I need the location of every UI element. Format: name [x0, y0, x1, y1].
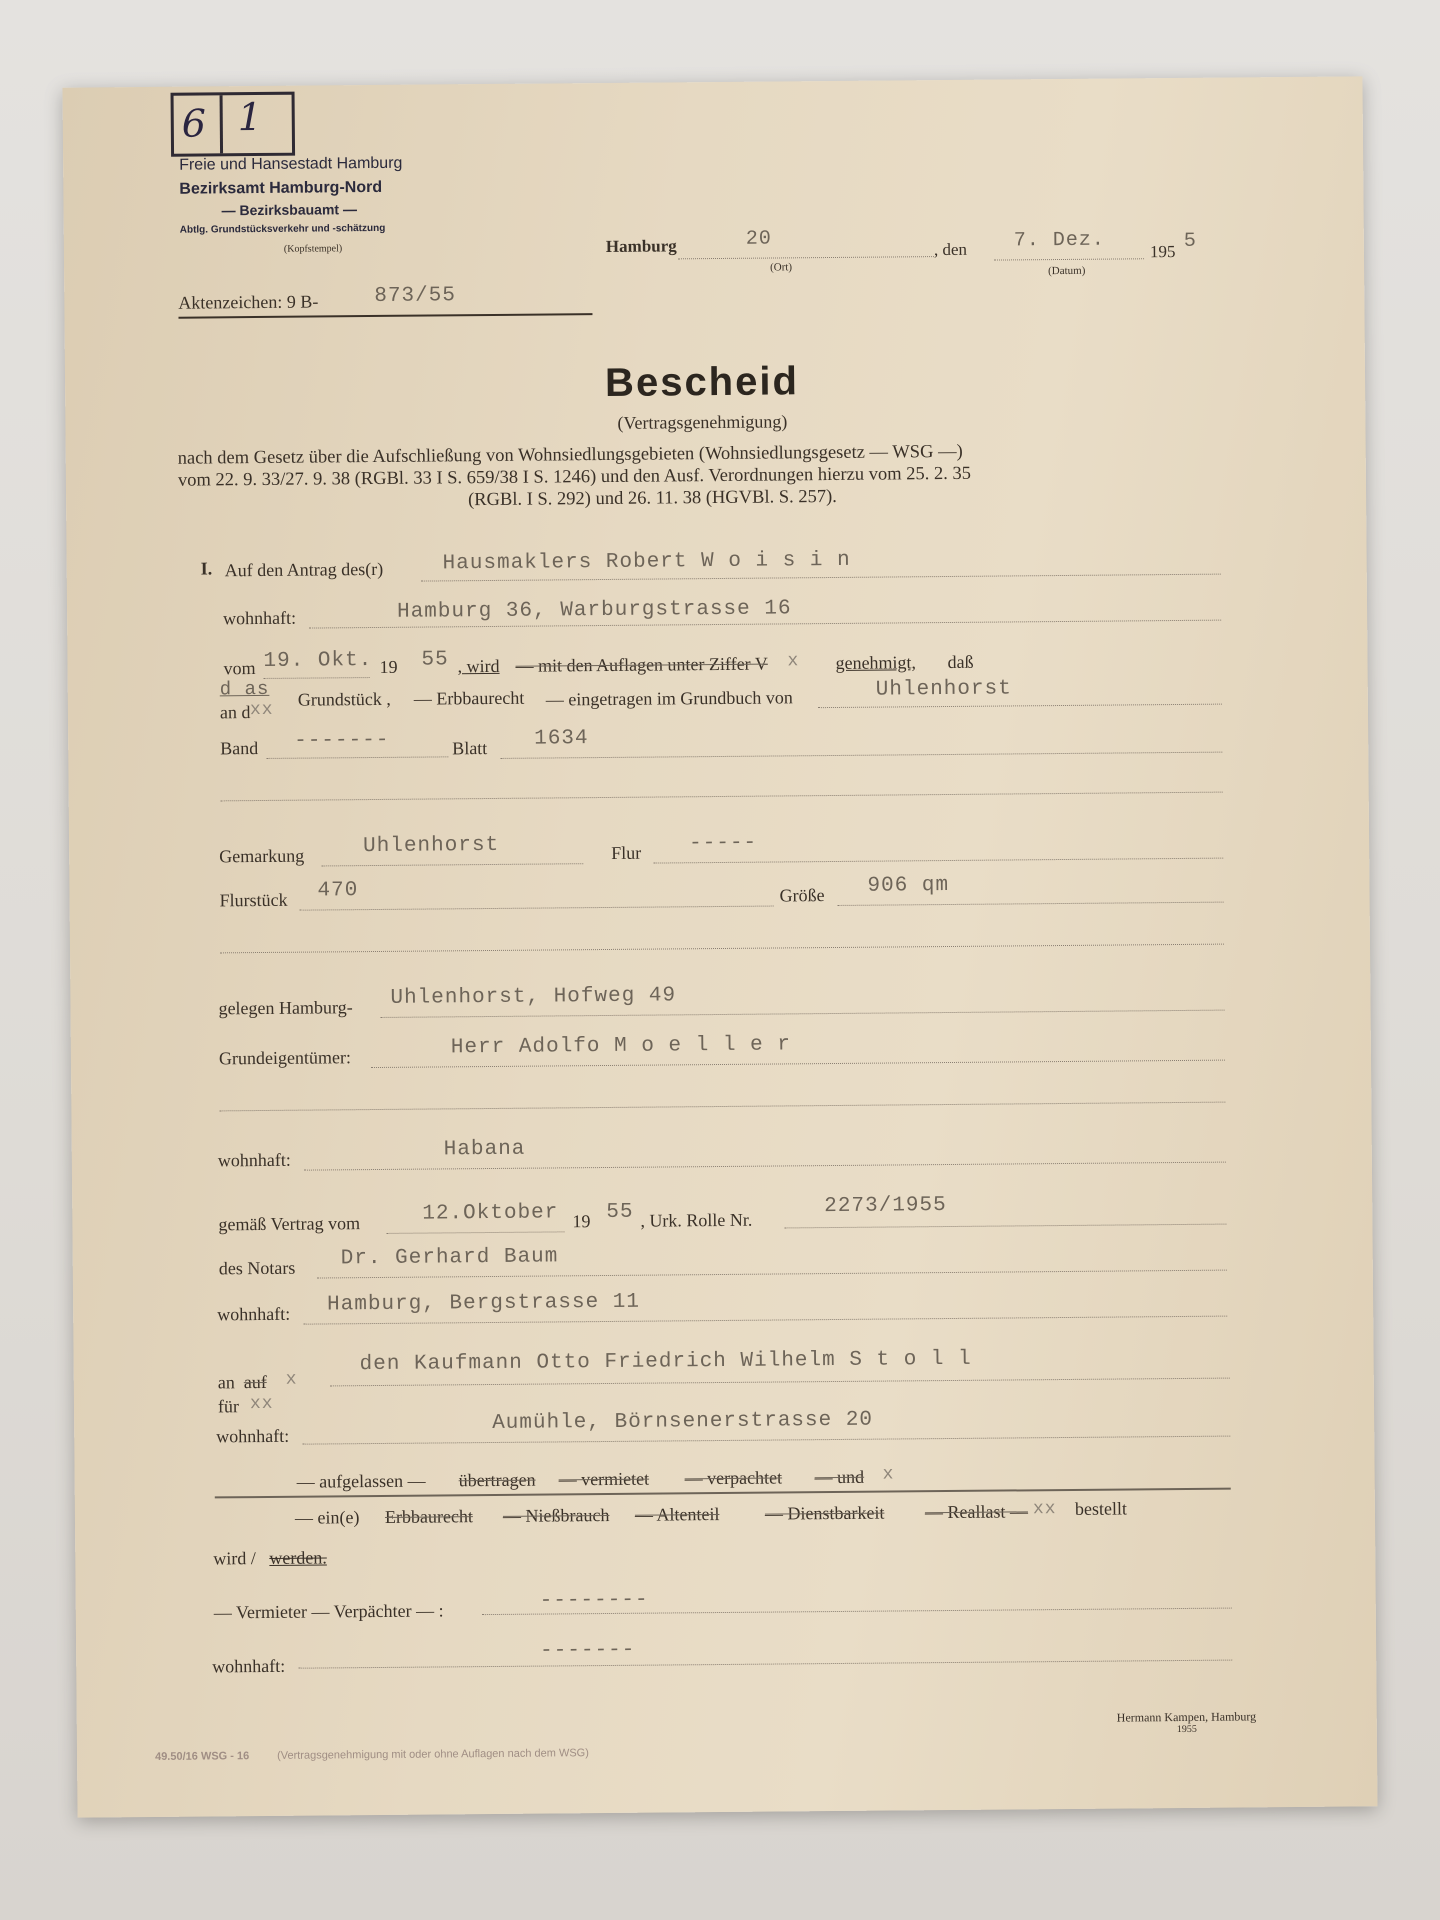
document-sheet: [62, 76, 1377, 1817]
dass-text: daß: [947, 651, 974, 673]
grundeigentuemer-line: [371, 1060, 1225, 1068]
flur-line: [653, 858, 1223, 864]
line1-x: x: [882, 1464, 895, 1485]
grundbuch-line: [818, 704, 1222, 709]
city-label: Hamburg: [605, 236, 677, 256]
printer-name: Hermann Kampen, Hamburg: [1116, 1709, 1257, 1725]
aktenzeichen-underline: [178, 313, 592, 319]
an-label: an: [217, 1372, 235, 1393]
wohnhaft3-value: Hamburg, Bergstrasse 11: [327, 1290, 641, 1317]
datum-line: [994, 258, 1144, 260]
vom-year-value: 55: [421, 648, 449, 672]
notar-value: Dr. Gerhard Baum: [340, 1245, 559, 1271]
werden-text: werden.: [269, 1547, 327, 1568]
gelegen-line: [381, 1010, 1225, 1018]
fuer-x: xx: [249, 1393, 274, 1415]
vermieter-value: --------: [539, 1588, 649, 1613]
vertrag-line: [386, 1231, 564, 1234]
office-line-4: Abtlg. Grundstücksverkehr und -schätzung: [179, 222, 386, 236]
wohnhaft3-line: [303, 1316, 1227, 1325]
year-suffix: 5: [1183, 229, 1197, 253]
gemarkung-value: Uhlenhorst: [363, 833, 500, 859]
grundstueck-text: Grundstück ,: [297, 688, 391, 710]
urk-value: 2273/1955: [824, 1194, 947, 1219]
preamble-line-3: (RGBl. I S. 292) und 26. 11. 38 (HGVBl. S. 257).: [468, 486, 837, 511]
band-line: [266, 756, 448, 759]
grundeigentuemer-value: Herr Adolfo M o e l l e r: [450, 1033, 792, 1060]
bestellt-text: bestellt: [1074, 1498, 1128, 1519]
preamble-line-1: nach dem Gesetz über die Aufschließung von Wohnsiedlungsgebieten (Wohnsiedlungsgesetz — WSG —): [177, 441, 963, 469]
year-prefix: 195: [1149, 241, 1176, 262]
dienstbarkeit-text: — Dienstbarkeit: [764, 1502, 885, 1524]
page-subtitle: (Vertragsgenehmigung): [617, 411, 788, 433]
wohnhaft4-line: [302, 1436, 1230, 1445]
vertrag-year-prefix: 19: [572, 1211, 591, 1232]
vermieter-label: — Vermieter — Verpächter — :: [213, 1600, 444, 1623]
box-digit: 6: [181, 101, 207, 146]
eingetragen-text: — eingetragen im Grundbuch von: [545, 687, 793, 710]
wohnhaft2-label: wohnhaft:: [217, 1149, 291, 1171]
wohnhaft4-value: Aumühle, Börnsenerstrasse 20: [492, 1408, 874, 1436]
ort-value: 20: [745, 227, 772, 251]
altenteil-text: — Altenteil: [634, 1504, 720, 1525]
erbbaurecht-text: — Erbbaurecht: [413, 687, 525, 709]
wohnhaft-label: wohnhaft:: [223, 607, 297, 629]
an-d-text: an d: [219, 702, 251, 723]
notar-label: des Notars: [218, 1257, 296, 1279]
gemarkung-label: Gemarkung: [219, 845, 305, 867]
box-mark: 1: [237, 94, 263, 140]
datum-caption: (Datum): [1048, 264, 1086, 278]
wohnhaft3-label: wohnhaft:: [217, 1303, 291, 1325]
vertrag-year-value: 55: [606, 1200, 634, 1225]
erbbaurecht-option: Erbbaurecht: [384, 1506, 473, 1527]
blatt-line: [500, 752, 1222, 759]
wohnhaft5-label: wohnhaft:: [212, 1655, 286, 1677]
antrag-line: [421, 574, 1221, 582]
niessbrauch-text: — Nießbrauch: [502, 1504, 610, 1526]
genehmigt-text: genehmigt,: [835, 652, 917, 673]
form-description: (Vertragsgenehmigung mit oder ohne Auflagen nach dem WSG): [276, 1747, 589, 1762]
aktenzeichen-value: 873/55: [374, 284, 457, 308]
vom-year-prefix: 19: [379, 656, 398, 677]
flurstueck-line: [300, 906, 774, 911]
groesse-label: Größe: [779, 885, 825, 906]
blank-line-1: [221, 792, 1223, 802]
ort-line: [678, 256, 934, 259]
wird-text: , wird: [457, 655, 500, 677]
gelegen-label: gelegen Hamburg-: [218, 997, 353, 1019]
band-value: -------: [294, 728, 390, 753]
blank-line-3: [219, 1102, 1225, 1112]
auflagen-text: — mit den Auflagen unter Ziffer V: [515, 653, 768, 676]
aktenzeichen-label: Aktenzeichen: 9 B-: [178, 291, 319, 313]
groesse-value: 906 qm: [867, 873, 950, 898]
wohnhaft4-label: wohnhaft:: [216, 1425, 290, 1447]
vom-value: 19. Okt.: [263, 649, 373, 673]
antrag-value: Hausmaklers Robert W o i s i n: [442, 548, 851, 576]
auflagen-x: x: [787, 651, 800, 672]
flur-label: Flur: [611, 842, 642, 863]
date-value: 7. Dez.: [1013, 228, 1105, 253]
d-as-text: d as: [219, 677, 270, 701]
file-number-box: [171, 92, 296, 157]
den-label: , den: [933, 239, 968, 260]
fuer-label: für: [217, 1396, 240, 1417]
kaeufer-line: [330, 1378, 1230, 1387]
wohnhaft2-line: [304, 1162, 1226, 1171]
vermietet-text: — vermietet: [558, 1468, 650, 1490]
an-x: x: [285, 1369, 298, 1390]
antrag-label: Auf den Antrag des(r): [224, 558, 384, 581]
section-numeral: I.: [200, 558, 213, 579]
wohnhaft5-value: -------: [540, 1638, 636, 1663]
vom-line: [264, 677, 370, 679]
und-text: — und: [814, 1466, 865, 1488]
office-line-1: Freie und Hansestadt Hamburg: [179, 154, 403, 174]
flurstueck-label: Flurstück: [219, 889, 288, 911]
form-code: 49.50/16 WSG - 16: [154, 1750, 250, 1763]
an-d-x: xx: [249, 699, 274, 721]
gemarkung-line: [321, 863, 583, 866]
office-line-3: — Bezirksbauamt —: [221, 201, 357, 219]
preamble-line-2: vom 22. 9. 33/27. 9. 38 (RGBl. 33 I S. 659/38 I S. 1246) und den Ausf. Verordnungen hierzu vom 25. 2. 35: [177, 463, 972, 491]
grundbuch-value: Uhlenhorst: [875, 677, 1012, 702]
wohnhaft2-value: Habana: [443, 1137, 526, 1162]
aufgelassen-text: — aufgelassen —: [296, 1470, 426, 1492]
office-line-2: Bezirksamt Hamburg-Nord: [179, 178, 383, 198]
printer-year: 1955: [1176, 1723, 1197, 1736]
flurstueck-value: 470: [317, 879, 359, 903]
gelegen-value: Uhlenhorst, Hofweg 49: [390, 984, 677, 1010]
blank-line-2: [220, 944, 1224, 954]
blatt-label: Blatt: [452, 738, 488, 759]
notar-line: [317, 1270, 1227, 1279]
line2-x: xx: [1032, 1499, 1057, 1520]
groesse-line: [838, 902, 1224, 906]
uebertragen-text: übertragen: [458, 1469, 536, 1491]
kaeufer-value: den Kaufmann Otto Friedrich Wilhelm S t o l l: [359, 1347, 972, 1377]
urk-label: , Urk. Rolle Nr.: [640, 1209, 753, 1231]
grundeigentuemer-label: Grundeigentümer:: [218, 1047, 352, 1069]
reallast-text: — Reallast —: [924, 1501, 1029, 1523]
wird-werden-label: wird /: [213, 1548, 256, 1569]
an-auf-text: auf: [243, 1371, 267, 1393]
urk-line: [784, 1224, 1226, 1229]
vertrag-value: 12.Oktober: [422, 1201, 559, 1226]
ein-text: — ein(e): [294, 1507, 360, 1528]
wohnhaft-value: Hamburg 36, Warburgstrasse 16: [396, 597, 792, 624]
vom-label: vom: [223, 658, 256, 679]
blatt-value: 1634: [534, 727, 589, 751]
verpachtet-text: — verpachtet: [684, 1467, 783, 1489]
kopfstempel-caption: (Kopfstempel): [283, 243, 343, 255]
page-title: Bescheid: [604, 359, 800, 405]
vertrag-label: gemäß Vertrag vom: [218, 1213, 361, 1235]
wohnhaft5-line: [298, 1660, 1232, 1669]
band-label: Band: [220, 738, 259, 759]
ort-caption: (Ort): [770, 261, 793, 274]
flur-value: -----: [688, 831, 758, 856]
